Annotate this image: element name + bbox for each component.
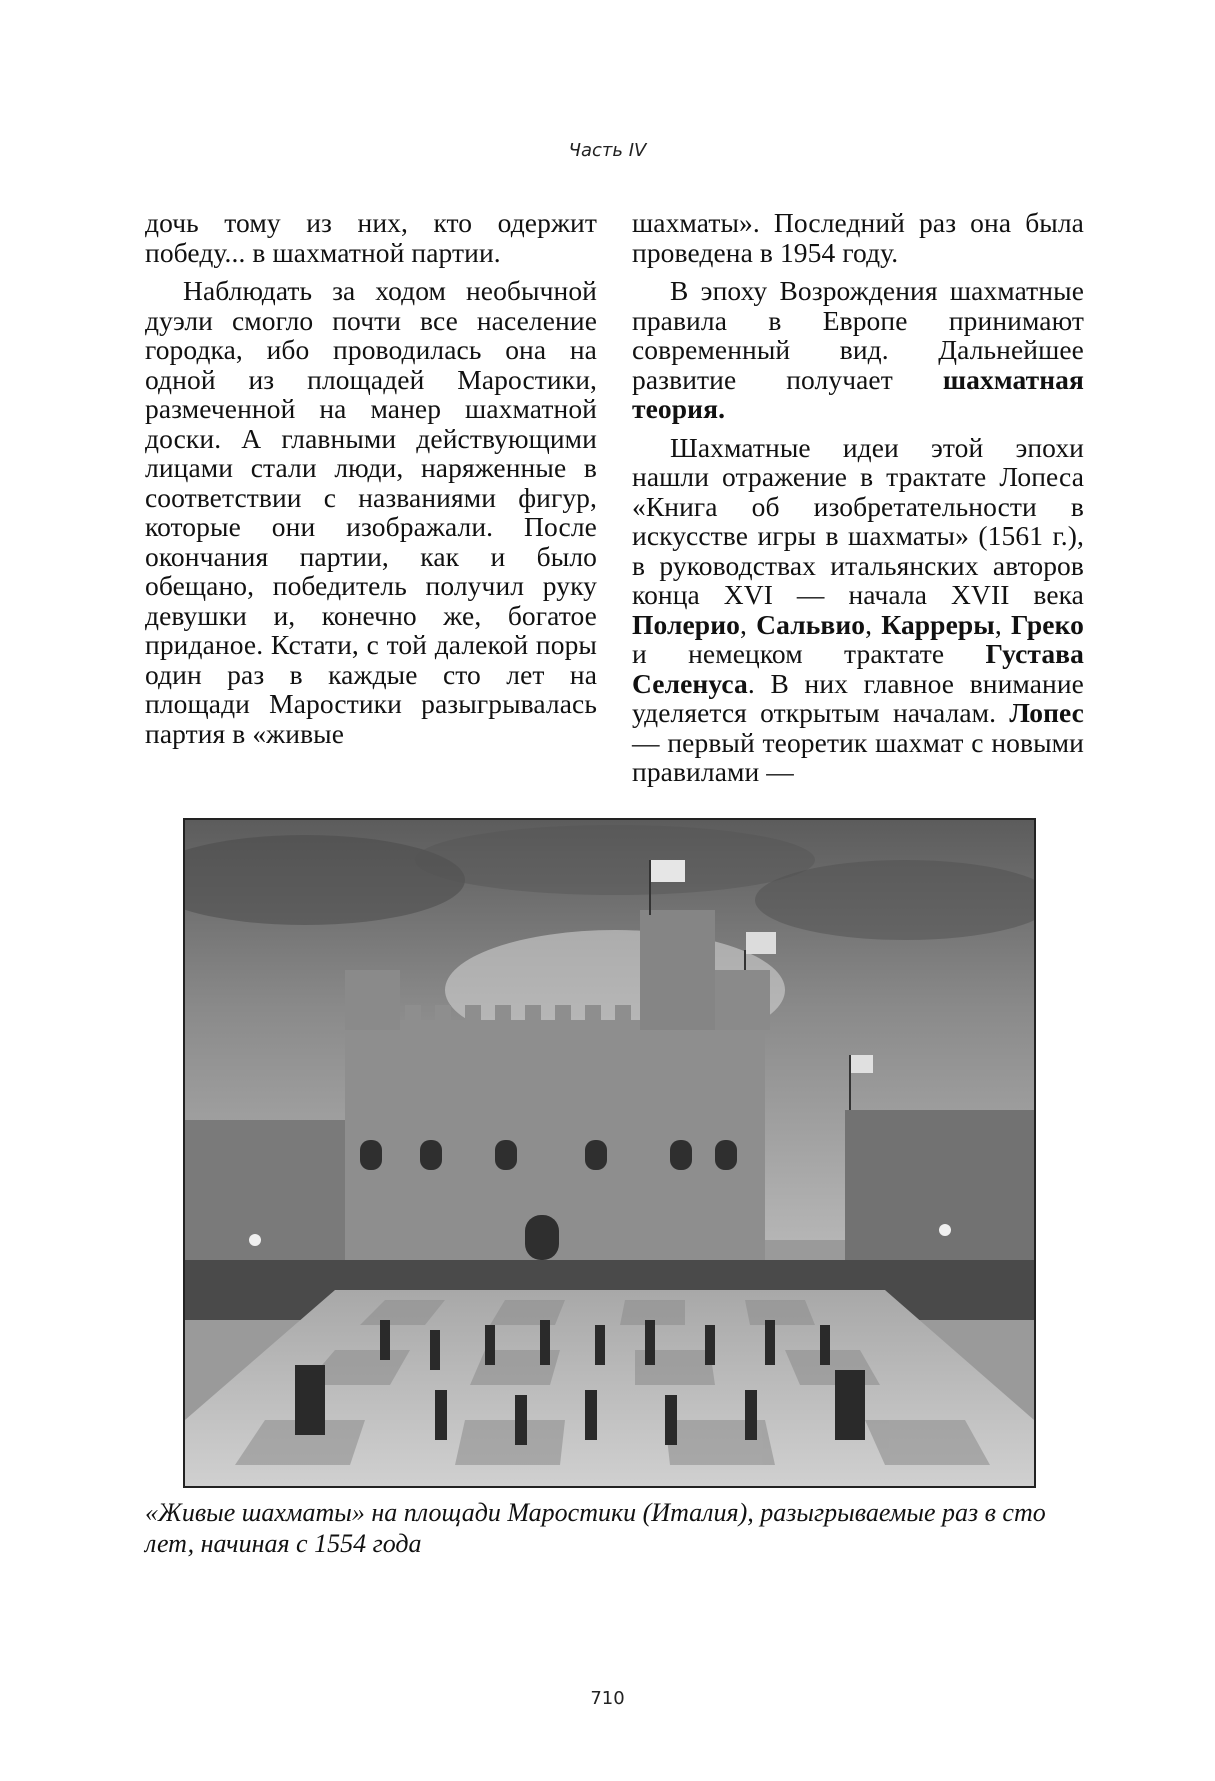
- bold-term: шахматная теория.: [632, 363, 1084, 424]
- right-column: [632, 208, 1084, 787]
- bold-name: Полерио: [632, 608, 741, 640]
- paragraph: [632, 433, 1084, 787]
- paragraph: дочь тому из них, кто одержит победу... в шахматной партии.: [145, 207, 597, 268]
- paragraph: Наблюдать за ходом необычной дуэли смогло почти все население городка, ибо проводилась она на одной из площадей Маростики, размеченной на манер шахматной доски. А главными действующими лицами стали люди, наряженные в соответствии с названиями фигур, которые они изображали. После окончания партии, как и было обещано, победитель получил руку девушки и, конечно же, богатое приданое. Кстати, с той далекой поры один раз в каждые сто лет на площади Маростики разыгрывалась партия в «живые: [145, 275, 597, 749]
- text-run: ,: [994, 608, 1011, 640]
- bold-name: Сальвио: [756, 608, 866, 640]
- left-corner-tower: [345, 970, 400, 1030]
- text-run: — первый теоретик шахмат с новыми правилами —: [632, 726, 1084, 787]
- right-building: [845, 1110, 1034, 1280]
- castle-tower: [640, 910, 715, 1030]
- text-run: В эпоху Возрождения шахматные правила в Европе принимают современный вид. Дальнейшее развитие получает: [632, 275, 1084, 395]
- right-corner-tower: [715, 970, 770, 1030]
- text-run: ,: [740, 608, 757, 640]
- left-building: [185, 1120, 355, 1280]
- text-run: и немецком трактате: [632, 638, 986, 669]
- bold-name: Лопес: [1009, 697, 1084, 728]
- bold-name: Густава Селенуса: [632, 638, 1084, 699]
- text-run: ,: [865, 608, 882, 640]
- text-run: . В них главное внимание уделяется открытым началам.: [632, 667, 1084, 728]
- paragraph: шахматы». Последний раз она была проведена в 1954 году.: [632, 207, 1084, 268]
- castle-photo: [185, 820, 1034, 1486]
- running-head: Часть IV: [568, 140, 647, 161]
- figure-caption: «Живые шахматы» на площади Маростики (Италия), разыгрываемые раз в сто лет, начиная с 1554 года: [145, 1498, 1046, 1558]
- bold-name: Греко: [1011, 608, 1084, 640]
- left-column: [145, 208, 597, 748]
- photo-figure: [183, 818, 1036, 1488]
- cloud: [415, 825, 815, 895]
- paragraph: [632, 276, 1084, 424]
- bold-name: Карреры: [881, 608, 995, 640]
- text-run: Шахматные идеи этой эпохи нашли отражение в трактате Лопеса «Книга об изобретательности в искусстве игры в шахматы» (1561 г.), в руководствах итальянских авторов конца XVI — начала XVII века: [632, 431, 1084, 610]
- page-number: 710: [590, 1688, 625, 1709]
